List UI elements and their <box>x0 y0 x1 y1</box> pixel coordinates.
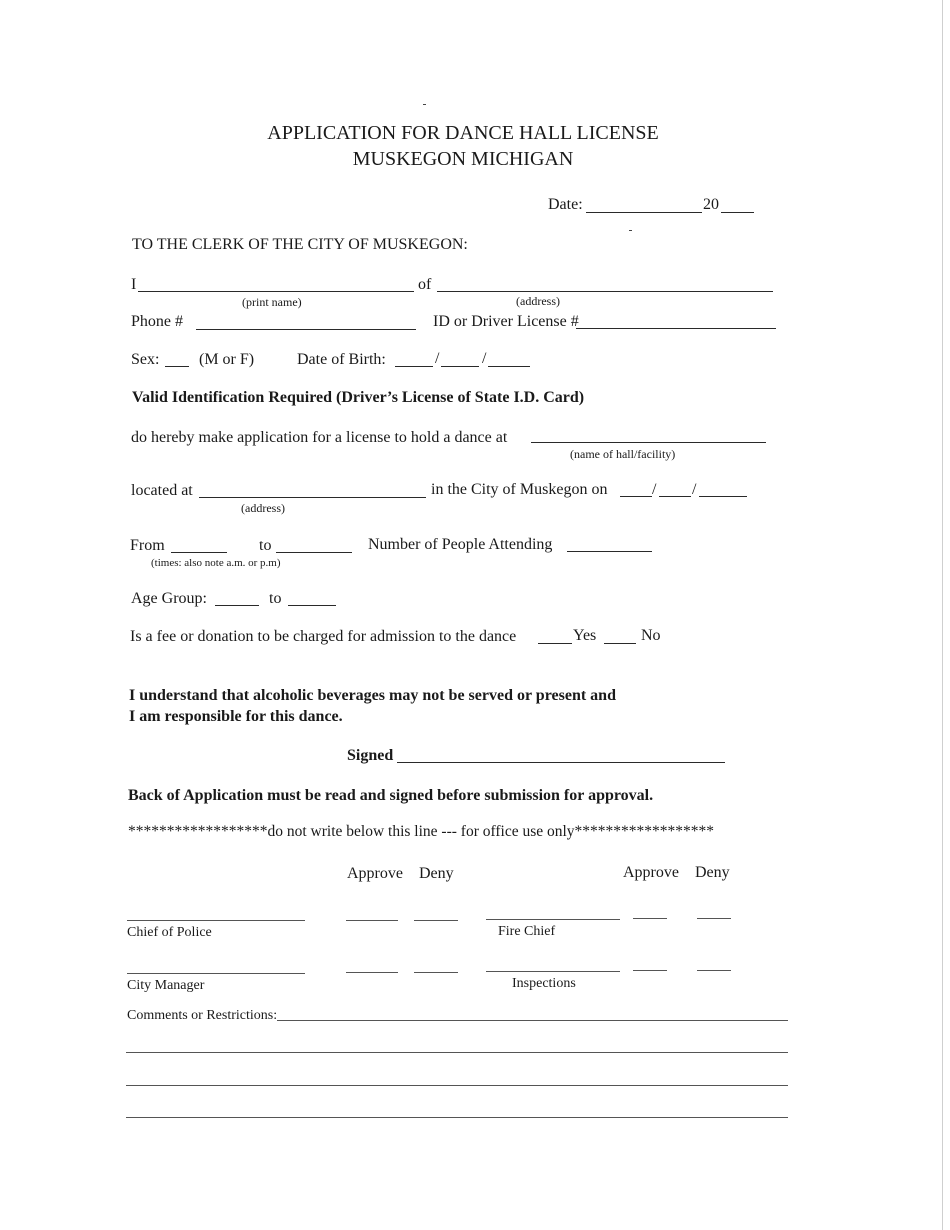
comments-field-line4[interactable] <box>126 1117 788 1118</box>
age-to-field[interactable] <box>288 605 336 606</box>
times-caption: (times: also note a.m. or p.m) <box>151 557 281 569</box>
dob-month-field[interactable] <box>395 366 433 367</box>
salutation: TO THE CLERK OF THE CITY OF MUSKEGON: <box>132 236 468 253</box>
back-of-application-notice: Back of Application must be read and signed before submission for approval. <box>128 787 654 804</box>
chief-of-police-approve-field[interactable] <box>346 920 398 921</box>
date-year-prefix: 20 <box>703 196 719 213</box>
fee-yes-label: Yes <box>573 627 597 644</box>
inspections-label: Inspections <box>512 976 576 991</box>
city-manager-deny-field[interactable] <box>414 972 458 973</box>
fee-question: Is a fee or donation to be charged for admission to the dance <box>130 628 517 645</box>
from-label: From <box>130 537 165 554</box>
sex-field[interactable] <box>165 366 189 367</box>
form-title-line1: APPLICATION FOR DANCE HALL LICENSE <box>267 122 659 144</box>
chief-of-police-signature-line[interactable] <box>127 920 305 921</box>
dob-slash: / <box>482 350 487 367</box>
deny-header-right: Deny <box>695 864 730 881</box>
print-name-field[interactable] <box>138 291 414 292</box>
fire-chief-signature-line[interactable] <box>486 919 620 920</box>
fee-no-field[interactable] <box>604 643 636 644</box>
event-address-field[interactable] <box>199 497 426 498</box>
age-to-label: to <box>269 590 282 607</box>
from-time-field[interactable] <box>171 552 227 553</box>
to-label: to <box>259 537 272 554</box>
address-caption: (address) <box>516 294 560 308</box>
date-year-field[interactable] <box>721 212 754 213</box>
id-field[interactable] <box>576 328 776 329</box>
event-date-slash: / <box>692 481 697 498</box>
inspections-approve-field[interactable] <box>633 970 667 971</box>
signature-field[interactable] <box>397 762 725 763</box>
inspections-deny-field[interactable] <box>697 970 731 971</box>
scan-speck <box>423 104 426 105</box>
acknowledgement-line2: I am responsible for this dance. <box>129 708 343 725</box>
inspections-signature-line[interactable] <box>486 971 620 972</box>
dob-label: Date of Birth: <box>297 351 386 368</box>
comments-label: Comments or Restrictions: <box>127 1008 278 1023</box>
signed-label: Signed <box>347 747 394 764</box>
sex-label: Sex: <box>131 351 160 368</box>
applicant-address-field[interactable] <box>437 291 773 292</box>
id-notice: Valid Identification Required (Driver’s License of State I.D. Card) <box>132 389 585 406</box>
deny-header-left: Deny <box>419 865 454 882</box>
city-label: in the City of Muskegon on <box>431 481 608 498</box>
date-field[interactable] <box>586 212 702 213</box>
hall-name-field[interactable] <box>531 442 766 443</box>
fire-chief-deny-field[interactable] <box>697 918 731 919</box>
phone-field[interactable] <box>196 329 416 330</box>
dob-year-field[interactable] <box>488 366 530 367</box>
hall-name-caption: (name of hall/facility) <box>570 447 676 461</box>
comments-field-line1[interactable] <box>277 1020 788 1021</box>
phone-label: Phone # <box>131 313 183 330</box>
attendance-field[interactable] <box>567 551 652 552</box>
form-title-line2: MUSKEGON MICHIGAN <box>352 148 574 170</box>
city-manager-label: City Manager <box>127 978 205 993</box>
dob-slash: / <box>435 350 440 367</box>
fire-chief-label: Fire Chief <box>498 924 556 939</box>
scan-speck <box>629 230 632 231</box>
id-label: ID or Driver License # <box>433 313 579 330</box>
dob-day-field[interactable] <box>441 366 479 367</box>
fire-chief-approve-field[interactable] <box>633 918 667 919</box>
sex-hint: (M or F) <box>199 351 255 368</box>
located-at-label: located at <box>131 482 193 499</box>
approve-header-left: Approve <box>347 865 403 882</box>
approve-header-right: Approve <box>623 864 679 881</box>
print-name-caption: (print name) <box>242 295 302 309</box>
event-address-caption: (address) <box>241 501 285 515</box>
office-use-divider: ******************do not write below this line --- for office use only****************** <box>128 823 715 840</box>
acknowledgement-line1: I understand that alcoholic beverages may not be served or present and <box>129 687 616 704</box>
event-day-field[interactable] <box>659 496 691 497</box>
of-label: of <box>418 276 432 293</box>
scan-edge <box>942 0 943 1230</box>
comments-field-line3[interactable] <box>126 1085 788 1086</box>
city-manager-approve-field[interactable] <box>346 972 398 973</box>
date-label: Date: <box>548 196 583 213</box>
fee-no-label: No <box>641 627 661 644</box>
attending-label: Number of People Attending <box>368 536 553 553</box>
comments-field-line2[interactable] <box>126 1052 788 1053</box>
i-label: I <box>131 276 137 293</box>
event-date-slash: / <box>652 481 657 498</box>
city-manager-signature-line[interactable] <box>127 973 305 974</box>
to-time-field[interactable] <box>276 552 352 553</box>
event-month-field[interactable] <box>620 496 652 497</box>
chief-of-police-deny-field[interactable] <box>414 920 458 921</box>
chief-of-police-label: Chief of Police <box>127 925 212 940</box>
fee-yes-field[interactable] <box>538 643 572 644</box>
age-group-label: Age Group: <box>131 590 207 607</box>
event-year-field[interactable] <box>699 496 747 497</box>
age-from-field[interactable] <box>215 605 259 606</box>
application-statement: do hereby make application for a license to hold a dance at <box>131 429 508 446</box>
